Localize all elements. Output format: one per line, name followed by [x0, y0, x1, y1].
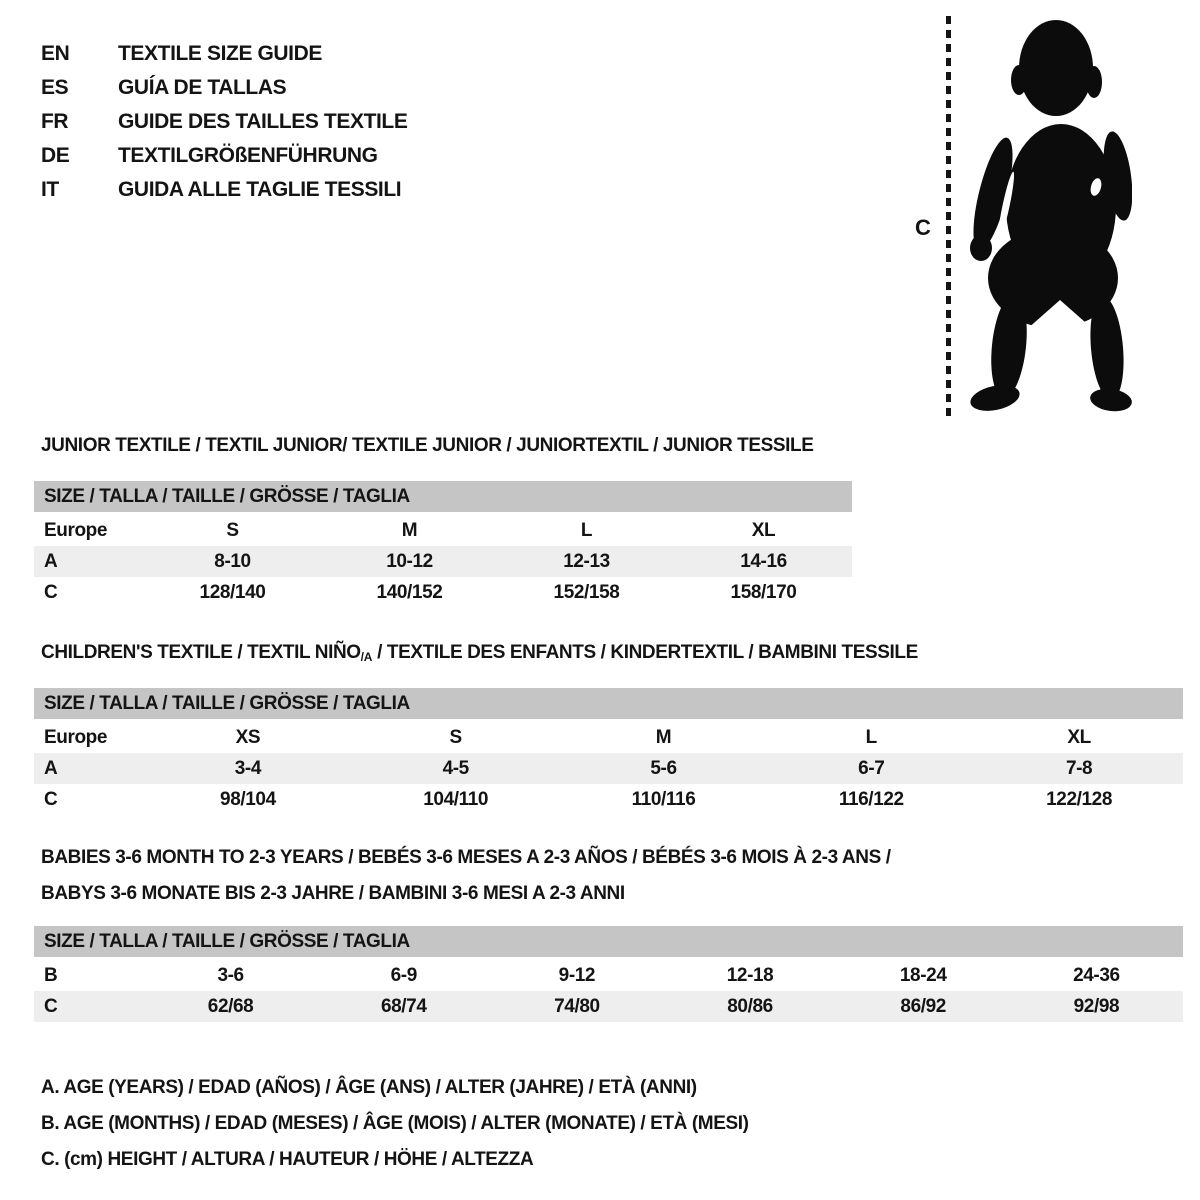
size-cell: 158/170	[730, 581, 797, 603]
size-cell: 5-6	[650, 757, 677, 779]
row-label: Europe	[44, 726, 108, 748]
language-code: ES	[41, 76, 69, 99]
size-cell: M	[401, 519, 418, 541]
babies-size-table	[34, 960, 1183, 1022]
size-cell: 6-9	[390, 964, 417, 986]
size-cell: 104/110	[423, 788, 489, 810]
language-code: FR	[41, 110, 69, 133]
size-cell: 3-6	[217, 964, 244, 986]
baby-hand-left	[970, 235, 992, 261]
language-row	[41, 71, 407, 105]
language-code: IT	[41, 178, 59, 201]
size-cell: 8-10	[214, 550, 251, 572]
guide-title: GUIDA ALLE TAGLIE TESSILI	[118, 178, 402, 201]
guide-title: TEXTILE SIZE GUIDE	[118, 42, 322, 65]
size-cell: S	[449, 726, 462, 748]
language-title-block	[41, 37, 407, 207]
children-title-post: / TEXTILE DES ENFANTS / KINDERTEXTIL / BAMBINI TESSILE	[372, 642, 918, 663]
size-cell: 68/74	[380, 995, 427, 1017]
row-label: C	[44, 995, 58, 1017]
guide-title: GUIDE DES TAILLES TEXTILE	[118, 110, 408, 133]
size-cell: 10-12	[386, 550, 433, 572]
language-row	[41, 105, 407, 139]
table-row	[34, 546, 852, 577]
legend-line-a: A. AGE (YEARS) / EDAD (AÑOS) / ÂGE (ANS) / ALTER (JAHRE) / ETÀ (ANNI)	[41, 1077, 697, 1098]
size-cell: 4-5	[442, 757, 469, 779]
language-code: EN	[41, 42, 70, 65]
size-cell: XL	[751, 519, 776, 541]
baby-head	[1019, 20, 1093, 116]
size-cell: 98/104	[220, 788, 276, 810]
size-cell: 18-24	[899, 964, 947, 986]
table-row	[34, 515, 852, 546]
size-cell: 3-4	[234, 757, 262, 779]
size-cell: L	[580, 519, 593, 541]
table-row	[34, 960, 1183, 991]
children-title-pre: CHILDREN'S TEXTILE / TEXTIL NIÑO	[41, 642, 361, 663]
size-cell: 9-12	[558, 964, 596, 986]
size-cell: 122/128	[1046, 788, 1113, 810]
row-label: A	[44, 757, 58, 779]
babies-section-title-line1: BABIES 3-6 MONTH TO 2-3 YEARS / BEBÉS 3-6 MESES A 2-3 AÑOS / BÉBÉS 3-6 MOIS À 2-3 ANS /	[41, 847, 891, 868]
children-title-sub: /A	[360, 650, 373, 664]
table-row	[34, 753, 1183, 784]
size-cell: 152/158	[553, 581, 620, 603]
size-header-band: SIZE / TALLA / TAILLE / GRÖSSE / TAGLIA	[34, 688, 1183, 719]
table-row	[34, 722, 1183, 753]
size-cell: 12-13	[563, 550, 610, 572]
size-cell: 6-7	[858, 757, 885, 779]
size-cell: 92/98	[1073, 995, 1120, 1017]
toddler-silhouette	[966, 16, 1132, 416]
size-cell: 7-8	[1065, 757, 1093, 779]
language-row	[41, 139, 407, 173]
size-cell: 62/68	[207, 995, 254, 1017]
size-cell: 128/140	[199, 581, 266, 603]
size-cell: M	[655, 726, 672, 748]
guide-title: TEXTILGRÖßENFÜHRUNG	[118, 144, 378, 167]
size-cell: 86/92	[900, 995, 946, 1017]
size-cell: 12-18	[726, 964, 774, 986]
row-label: C	[44, 788, 58, 810]
size-header-band: SIZE / TALLA / TAILLE / GRÖSSE / TAGLIA	[34, 481, 852, 512]
legend-line-c: C. (cm) HEIGHT / ALTURA / HAUTEUR / HÖHE / ALTEZZA	[41, 1149, 534, 1170]
row-label: Europe	[44, 519, 108, 541]
junior-size-table	[34, 515, 852, 608]
size-header-band: SIZE / TALLA / TAILLE / GRÖSSE / TAGLIA	[34, 926, 1183, 957]
size-cell: L	[865, 726, 877, 748]
junior-section-title: JUNIOR TEXTILE / TEXTIL JUNIOR/ TEXTILE JUNIOR / JUNIORTEXTIL / JUNIOR TESSILE	[41, 435, 814, 456]
language-code: DE	[41, 144, 70, 167]
size-cell: S	[226, 519, 239, 541]
children-size-table	[34, 722, 1183, 815]
size-cell: 140/152	[376, 581, 443, 603]
row-label: B	[44, 964, 58, 986]
height-measure-dashed-line	[946, 16, 951, 416]
size-cell: XS	[235, 726, 261, 748]
size-cell: 110/116	[631, 788, 696, 810]
table-row	[34, 991, 1183, 1022]
size-cell: 80/86	[727, 995, 773, 1017]
language-row	[41, 173, 407, 207]
guide-title: GUÍA DE TALLAS	[118, 76, 287, 99]
row-label: A	[44, 550, 58, 572]
measurement-legend	[41, 1070, 749, 1178]
size-cell: 24-36	[1073, 964, 1120, 986]
size-cell: 14-16	[740, 550, 787, 572]
baby-foot-right	[1089, 386, 1132, 414]
babies-section-title-line2: BABYS 3-6 MONATE BIS 2-3 JAHRE / BAMBINI 3-6 MESI A 2-3 ANNI	[41, 883, 625, 904]
table-row	[34, 784, 1183, 815]
table-row	[34, 577, 852, 608]
children-section-title	[41, 642, 918, 664]
size-cell: 116/122	[838, 788, 904, 810]
size-cell: XL	[1067, 726, 1091, 748]
row-label: C	[44, 581, 58, 603]
height-measure-label: C	[915, 215, 931, 240]
legend-line-b: B. AGE (MONTHS) / EDAD (MESES) / ÂGE (MOIS) / ALTER (MONATE) / ETÀ (MESI)	[41, 1113, 749, 1134]
size-cell: 74/80	[554, 995, 600, 1017]
language-row	[41, 37, 407, 71]
